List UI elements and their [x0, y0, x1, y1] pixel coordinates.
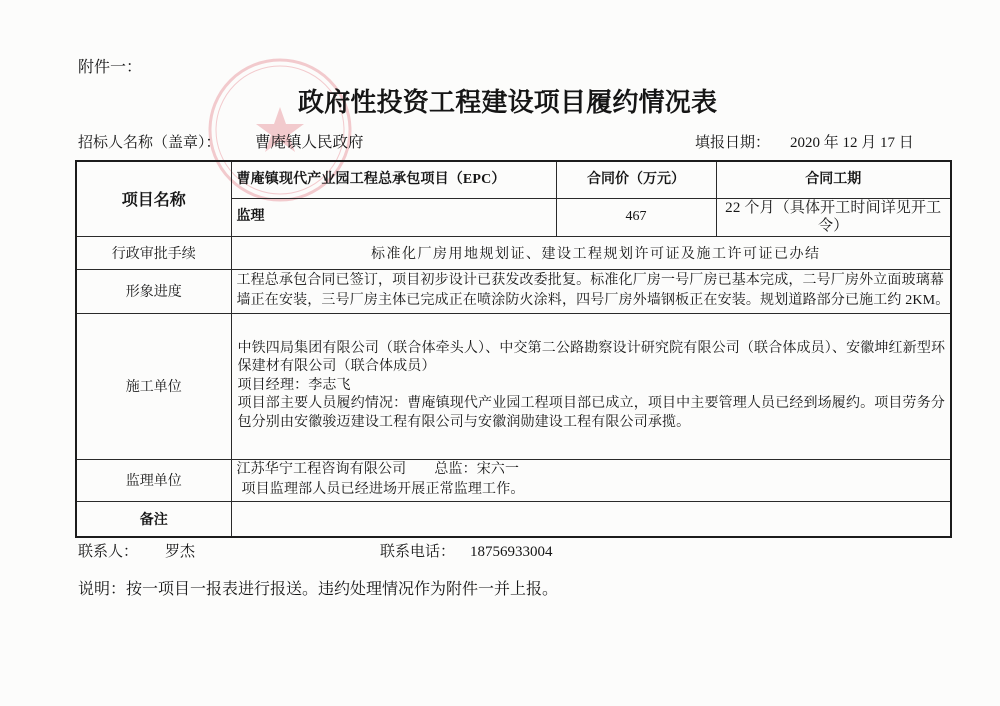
contract-price-value: 467 — [556, 198, 716, 236]
construction-unit-line: 包分别由安徽骏迈建设工程有限公司与安徽润勋建设工程有限公司承揽。 — [237, 414, 691, 430]
remarks-label: 备注 — [76, 501, 231, 537]
supervision-first-line — [237, 460, 947, 480]
attachment-label: 附件一： — [78, 59, 143, 76]
project-name-text: 曹庵镇现代产业园工程总承包项目（EPC） — [236, 171, 506, 187]
contract-period-value — [716, 198, 951, 236]
contact-label: 联系人： — [78, 544, 139, 560]
progress-label: 形象进度 — [76, 269, 231, 313]
supervision-director: 总监：宋六一 — [434, 462, 520, 477]
tenderer-value: 曹庵镇人民政府 — [255, 134, 364, 151]
progress-line: 墙正在安装，三号厂房主体已完成正在喷涂防火涂料，四号厂房外墙钢板正在安装。规划道路部分已施工约 2KM。 — [236, 293, 950, 308]
table-row-progress — [76, 269, 951, 313]
project-name-label: 项目名称 — [76, 161, 231, 236]
construction-unit-value — [231, 313, 951, 459]
report-date-label: 填报日期： — [695, 135, 771, 151]
contract-period-line: 22 个月（具体开工时间详见开工 — [725, 200, 942, 216]
contract-period-label: 合同工期 — [716, 161, 951, 198]
tenderer-label: 招标人名称（盖章）： — [78, 135, 221, 151]
supervision-unit-label: 监理单位 — [76, 459, 231, 501]
construction-unit-label: 施工单位 — [76, 313, 231, 459]
instruction-note: 说明：按一项目一报表进行报送。违约处理情况作为附件一并上报。 — [78, 581, 559, 598]
report-date-value: 2020 年 12 月 17 日 — [790, 135, 914, 151]
supervision-unit-value — [231, 459, 951, 501]
admin-approval-label: 行政审批手续 — [76, 236, 231, 269]
table-row-construction-unit — [76, 313, 951, 459]
table-row-admin-approval — [76, 236, 951, 269]
project-name-value — [231, 161, 556, 198]
performance-table — [75, 160, 952, 538]
admin-approval-value: 标准化厂房用地规划证、建设工程规划许可证及施工许可证已办结 — [231, 236, 951, 269]
table-row-supervision-unit — [76, 459, 951, 501]
progress-line: 工程总承包合同已签订，项目初步设计已获发改委批复。标准化厂房一号厂房已基本完成，二号厂房外立面玻璃幕 — [236, 273, 944, 288]
contact-value: 罗杰 — [165, 544, 196, 560]
contract-period-line: 令） — [818, 218, 849, 234]
phone-label: 联系电话： — [380, 544, 456, 560]
construction-unit-line: 项目部主要人员履约情况：曹庵镇现代产业园工程项目部已成立，项目中主要管理人员已经到场履约。项目劳务分 — [237, 396, 945, 412]
contract-price-label: 合同价（万元） — [556, 161, 716, 198]
phone-value: 18756933004 — [470, 544, 553, 560]
construction-unit-line: 保建材有限公司（联合体成员） — [237, 359, 436, 375]
project-type-value: 监理 — [231, 198, 556, 236]
supervision-company: 江苏华宁工程咨询有限公司 — [236, 462, 407, 477]
supervision-status: 项目监理部人员已经进场开展正常监理工作。 — [241, 482, 525, 497]
remarks-value — [231, 501, 951, 537]
document-title: 政府性投资工程建设项目履约情况表 — [298, 88, 718, 117]
progress-value — [231, 269, 951, 313]
construction-unit-line: 项目经理：李志飞 — [237, 377, 351, 393]
table-row-header — [76, 161, 951, 198]
construction-unit-line: 中铁四局集团有限公司（联合体牵头人）、中交第二公路勘察设计研究院有限公司（联合体成员）、安徽坤红新型环 — [237, 340, 946, 356]
table-row-remarks — [76, 501, 951, 537]
